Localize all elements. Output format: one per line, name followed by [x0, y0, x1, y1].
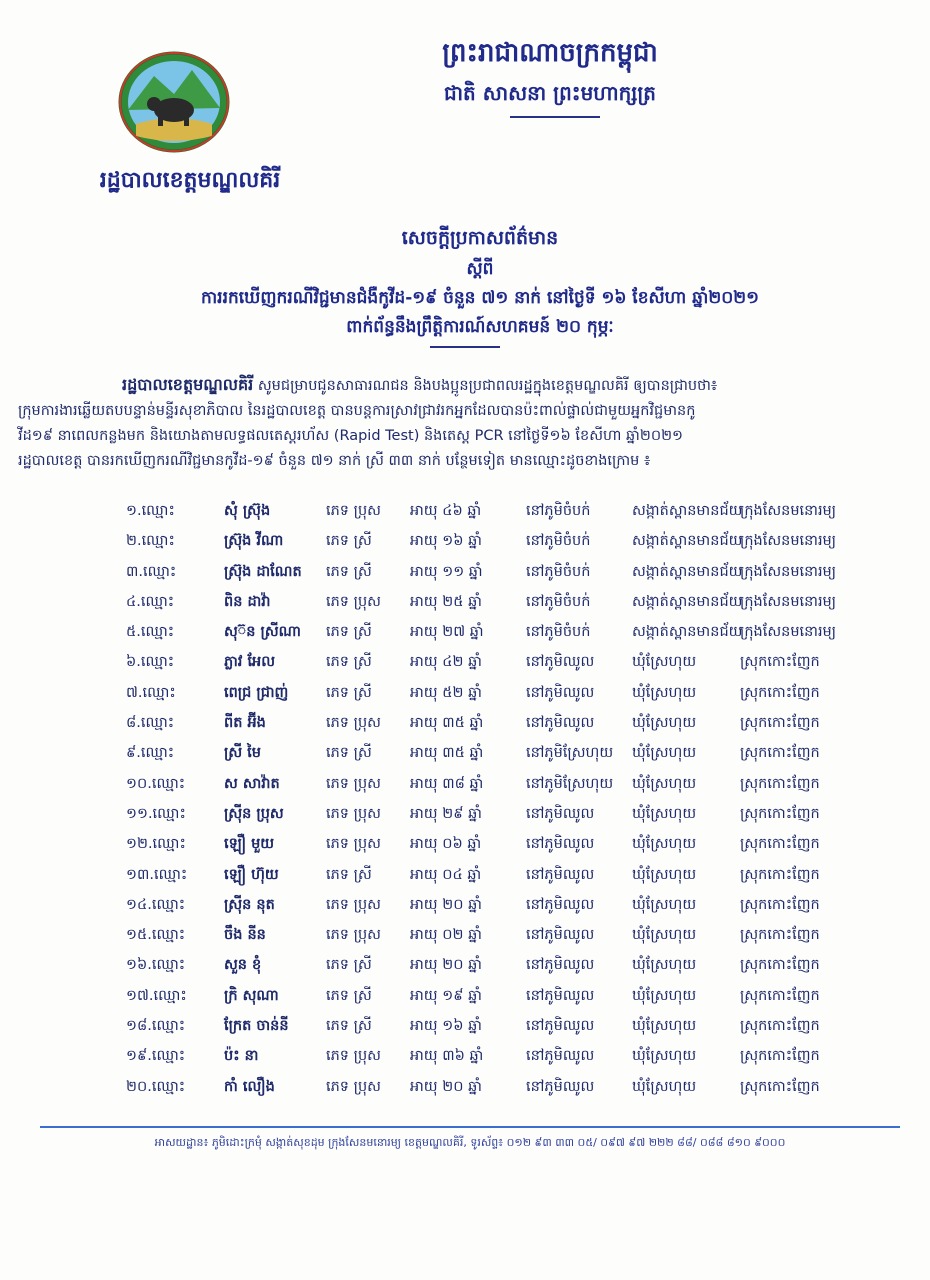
case-index: ១៧.ឈ្មោះ: [126, 987, 187, 1004]
case-village: នៅភូមិចំបក់: [526, 624, 591, 641]
body-line-2: ក្រុមការងារឆ្លើយតបបន្ទាន់មន្ទីរសុខាភិបាល នៃរដ្ឋបាលខេត្ត បានបន្តការស្រាវជ្រាវរកអ្នកដែលបានប៉ះពាល់ផ្ទាល់ជាមួយអ្នកវិជ្ជមានកូ: [18, 403, 696, 419]
case-district: ស្រុកកោះញែក: [740, 896, 820, 913]
case-district: ស្រុកកោះញែក: [740, 715, 820, 732]
case-sex: ភេទ ស្រី: [326, 563, 372, 580]
case-index: ១៨.ឈ្មោះ: [126, 1018, 186, 1035]
case-name: សុំ ស្រ៊ុង: [224, 503, 271, 519]
case-name: សុ៊ន ស្រីណា: [224, 624, 301, 641]
case-village: នៅភូមិឈូល: [526, 957, 595, 974]
case-age: អាយុ ១៦ ឆ្នាំ: [410, 1018, 482, 1035]
case-village: នៅភូមិចំបក់: [526, 593, 591, 610]
case-age: អាយុ ៤២ ឆ្នាំ: [410, 654, 482, 671]
case-age: អាយុ ៣៨ ឆ្នាំ: [410, 775, 484, 792]
case-district: ស្រុកកោះញែក: [740, 684, 820, 701]
case-village: នៅភូមិស្រែហុយ: [526, 745, 614, 762]
case-commune: ឃុំស្រែហុយ: [632, 745, 697, 762]
table-row: [126, 740, 906, 770]
case-commune: ឃុំស្រែហុយ: [632, 987, 697, 1004]
case-sex: ភេទ ប្រុស: [326, 715, 381, 732]
kingdom-title: ព្រះរាជាណាចក្រកម្ពុជា: [442, 38, 658, 68]
case-district: ស្រុកកោះញែក: [740, 745, 820, 762]
case-index: ១២.ឈ្មោះ: [126, 836, 186, 853]
case-village: នៅភូមិឈូល: [526, 866, 595, 883]
national-motto: ជាតិ សាសនា ព្រះមហាក្សត្រ: [444, 81, 656, 105]
case-name: ស្រ៊ុង វីណា: [224, 533, 284, 550]
case-commune: សង្កាត់ស្ពានមានជ័យ: [632, 563, 743, 580]
case-sex: ភេទ ប្រុស: [326, 836, 381, 853]
case-index: ១៦.ឈ្មោះ: [126, 957, 186, 974]
body-lead: រដ្ឋបាលខេត្តមណ្ឌលគិរី: [122, 375, 254, 394]
case-name: ឡឿ មួយ: [224, 836, 275, 853]
case-commune: ឃុំស្រែហុយ: [632, 866, 697, 883]
table-row: [126, 983, 906, 1013]
case-district: ស្រុកកោះញែក: [740, 1018, 820, 1035]
case-district: ក្រុងសែនមនោរម្យ: [740, 593, 837, 610]
case-name: ភ្លាវ អែល: [224, 654, 276, 671]
case-age: អាយុ ៣៥ ឆ្នាំ: [410, 715, 484, 732]
case-sex: ភេទ ស្រី: [326, 1018, 372, 1035]
case-commune: ឃុំស្រែហុយ: [632, 957, 697, 974]
case-sex: ភេទ ស្រី: [326, 957, 372, 974]
case-age: អាយុ ៣៥ ឆ្នាំ: [410, 745, 484, 762]
case-name: ក្រែត ចាន់នី: [224, 1018, 289, 1035]
body-line-3: វីដ១៩ នាពេលកន្លងមក និងយោងតាមលទ្ធផលតេស្តរហ័ស (Rapid Test) និងតេស្ត PCR នៅថ្ងៃទី១៦ ខែសីហា ឆ្នាំ២០២១: [18, 428, 684, 444]
case-village: នៅភូមិឈូល: [526, 896, 595, 913]
case-index: ៦.ឈ្មោះ: [126, 654, 175, 671]
table-row: [126, 649, 906, 679]
case-age: អាយុ ១៦ ឆ្នាំ: [410, 533, 482, 550]
footer-address: អាសយដ្ឋាន៖ ភូមិដោះក្រមុំ សង្កាត់សុខដុម ក្រុងសែនមនោរម្យ ខេត្តមណ្ឌលគិរី, ទូរស័ព្ទ៖ ០១២ ៩៣ ៣៣ ០៥/ ០៩៧ ៩៧ ២២២ ៨៨/ ០៨៨ ៨១០ ៩០០០: [154, 1136, 786, 1149]
case-age: អាយុ ៥២ ឆ្នាំ: [410, 684, 482, 701]
case-sex: ភេទ ស្រី: [326, 684, 372, 701]
case-age: អាយុ ២៥ ឆ្នាំ: [410, 593, 482, 610]
case-age: អាយុ ២៧ ឆ្នាំ: [410, 624, 484, 641]
table-row: [126, 952, 906, 982]
case-name: ស សាវ៉ាត: [224, 775, 280, 792]
table-row: [126, 922, 906, 952]
case-index: ១៣.ឈ្មោះ: [126, 866, 188, 883]
case-sex: ភេទ ស្រី: [326, 745, 372, 762]
case-index: ១១.ឈ្មោះ: [126, 805, 186, 822]
table-row: [126, 1074, 906, 1104]
case-commune: ឃុំស្រែហុយ: [632, 654, 697, 671]
case-age: អាយុ ១៩ ឆ្នាំ: [410, 987, 482, 1004]
case-index: ១៩.ឈ្មោះ: [126, 1048, 186, 1065]
case-village: នៅភូមិឈូល: [526, 927, 595, 944]
case-commune: ឃុំស្រែហុយ: [632, 805, 697, 822]
case-index: ២.ឈ្មោះ: [126, 533, 175, 550]
case-commune: ឃុំស្រែហុយ: [632, 896, 697, 913]
case-commune: ឃុំស្រែហុយ: [632, 715, 697, 732]
case-village: នៅភូមិចំបក់: [526, 563, 591, 580]
case-commune: ឃុំស្រែហុយ: [632, 927, 697, 944]
case-sex: ភេទ ប្រុស: [326, 896, 381, 913]
table-row: [126, 619, 906, 649]
case-age: អាយុ ០៤ ឆ្នាំ: [410, 866, 482, 883]
case-sex: ភេទ ប្រុស: [326, 503, 381, 519]
case-village: នៅភូមិឈូល: [526, 1048, 595, 1065]
table-row: [126, 831, 906, 861]
case-district: ក្រុងសែនមនោរម្យ: [740, 503, 837, 519]
case-age: អាយុ ០២ ឆ្នាំ: [410, 927, 482, 944]
case-index: ១.ឈ្មោះ: [126, 503, 175, 519]
case-age: អាយុ ២០ ឆ្នាំ: [410, 1078, 482, 1095]
case-district: ស្រុកកោះញែក: [740, 1078, 820, 1095]
case-age: អាយុ ៤៦ ឆ្នាំ: [410, 503, 482, 519]
case-name: ស្រ៊ីន ប្រុស: [224, 805, 284, 822]
case-index: ១០.ឈ្មោះ: [126, 775, 186, 792]
case-age: អាយុ ០៦ ឆ្នាំ: [410, 836, 482, 853]
title-line-4: ពាក់ព័ន្ធនឹងព្រឹត្តិការណ៍សហគមន៍ ២០ កុម្ភៈ: [346, 317, 614, 337]
case-index: ៩.ឈ្មោះ: [126, 745, 175, 762]
title-line-2: ស្តីពី: [466, 259, 494, 279]
table-row: [126, 801, 906, 831]
table-row: [126, 771, 906, 801]
case-sex: ភេទ ប្រុស: [326, 593, 381, 610]
case-commune: ឃុំស្រែហុយ: [632, 684, 697, 701]
case-index: ៣.ឈ្មោះ: [126, 563, 177, 580]
case-village: នៅភូមិឈូល: [526, 654, 595, 671]
case-district: ក្រុងសែនមនោរម្យ: [740, 563, 837, 580]
table-row: [126, 710, 906, 740]
table-row: [126, 862, 906, 892]
case-age: អាយុ ២០ ឆ្នាំ: [410, 896, 482, 913]
case-commune: ឃុំស្រែហុយ: [632, 836, 697, 853]
case-district: ស្រុកកោះញែក: [740, 957, 820, 974]
table-row: [126, 589, 906, 619]
title-line-3: ការរកឃើញករណីវិជ្ជមានជំងឺកូវីដ-១៩ ចំនួន ៧១ នាក់ នៅថ្ងៃទី ១៦ ខែសីហា ឆ្នាំ២០២១: [201, 288, 759, 308]
case-index: ៤.ឈ្មោះ: [126, 593, 175, 610]
case-sex: ភេទ ប្រុស: [326, 927, 381, 944]
case-district: ក្រុងសែនមនោរម្យ: [740, 533, 837, 550]
case-commune: ឃុំស្រែហុយ: [632, 1048, 697, 1065]
case-sex: ភេទ ប្រុស: [326, 1048, 381, 1065]
table-row: [126, 528, 906, 558]
table-row: [126, 498, 906, 528]
case-name: ស្រី មៃ: [224, 745, 261, 762]
case-name: ស្រ៊ីន នុត: [224, 896, 275, 913]
case-sex: ភេទ ប្រុស: [326, 1078, 381, 1095]
case-district: ស្រុកកោះញែក: [740, 654, 820, 671]
table-row: [126, 559, 906, 589]
case-district: ស្រុកកោះញែក: [740, 927, 820, 944]
case-name: ចឹង នីន: [224, 927, 266, 944]
case-name: ពីត អ៊ីង: [224, 715, 266, 732]
case-village: នៅភូមិឈូល: [526, 684, 595, 701]
case-district: ស្រុកកោះញែក: [740, 775, 820, 792]
case-commune: សង្កាត់ស្ពានមានជ័យ: [632, 624, 743, 641]
case-name: ប៉ះ នា: [224, 1048, 259, 1065]
title-line-1: សេចក្តីប្រកាសព័ត៌មាន: [401, 227, 559, 249]
case-district: ស្រុកកោះញែក: [740, 1048, 820, 1065]
case-index: ៧.ឈ្មោះ: [126, 684, 176, 701]
case-index: ១៤.ឈ្មោះ: [126, 896, 186, 913]
body-line-1: រដ្ឋបាលខេត្តមណ្ឌលគិរី សូមជម្រាបជូនសាធារណជន និងបងប្អូនប្រជាពលរដ្ឋក្នុងខេត្តមណ្ឌលគិរី ឲ្យបានជ្រាបថា៖: [122, 375, 718, 394]
case-district: ស្រុកកោះញែក: [740, 805, 820, 822]
table-row: [126, 892, 906, 922]
case-age: អាយុ ២០ ឆ្នាំ: [410, 957, 482, 974]
case-index: ២០.ឈ្មោះ: [126, 1078, 186, 1095]
case-commune: សង្កាត់ស្ពានមានជ័យ: [632, 593, 743, 610]
case-age: អាយុ ៣៦ ឆ្នាំ: [410, 1048, 484, 1065]
case-village: នៅភូមិឈូល: [526, 1018, 595, 1035]
case-village: នៅភូមិឈូល: [526, 987, 595, 1004]
case-village: នៅភូមិឈូល: [526, 805, 595, 822]
case-sex: ភេទ ស្រី: [326, 987, 372, 1004]
case-village: នៅភូមិឈូល: [526, 715, 595, 732]
case-district: ក្រុងសែនមនោរម្យ: [740, 624, 837, 641]
case-sex: ភេទ ស្រី: [326, 533, 372, 550]
body-line-4: រដ្ឋបាលខេត្ត បានរកឃើញករណីវិជ្ជមានកូវីដ-១៩ ចំនួន ៧១ នាក់ ស្រី ៣៣ នាក់ បន្ថែមទៀត មានឈ្មោះដូចខាងក្រោម ៖: [18, 453, 651, 469]
case-district: ស្រុកកោះញែក: [740, 836, 820, 853]
case-list: [126, 498, 906, 1104]
case-sex: ភេទ ស្រី: [326, 866, 372, 883]
case-sex: ភេទ ប្រុស: [326, 775, 381, 792]
case-village: នៅភូមិចំបក់: [526, 503, 591, 519]
case-name: ក្រិ សុណា: [224, 987, 279, 1004]
motto-divider: [510, 116, 600, 120]
case-name: ឡឿ ហ៊ុយ: [224, 866, 279, 883]
case-sex: ភេទ ស្រី: [326, 624, 372, 641]
case-name: ពេជ្រ ជ្រាញ់: [224, 684, 289, 701]
case-index: ៥.ឈ្មោះ: [126, 624, 175, 641]
case-sex: ភេទ ស្រី: [326, 654, 372, 671]
case-commune: ឃុំស្រែហុយ: [632, 1078, 697, 1095]
case-village: នៅភូមិស្រែហុយ: [526, 775, 614, 792]
case-name: ពិន ដាវ៉ា: [224, 593, 271, 610]
table-row: [126, 680, 906, 710]
case-commune: សង្កាត់ស្ពានមានជ័យ: [632, 503, 743, 519]
case-age: អាយុ ២៩ ឆ្នាំ: [410, 805, 482, 822]
case-commune: សង្កាត់ស្ពានមានជ័យ: [632, 533, 743, 550]
case-commune: ឃុំស្រែហុយ: [632, 1018, 697, 1035]
case-village: នៅភូមិចំបក់: [526, 533, 591, 550]
case-village: នៅភូមិឈូល: [526, 836, 595, 853]
table-row: [126, 1013, 906, 1043]
case-village: នៅភូមិឈូល: [526, 1078, 595, 1095]
case-sex: ភេទ ប្រុស: [326, 805, 381, 822]
provincial-seal-emblem-icon: [116, 50, 232, 154]
case-index: ៨.ឈ្មោះ: [126, 715, 175, 732]
footer-divider: [40, 1126, 900, 1128]
table-row: [126, 1043, 906, 1073]
case-district: ស្រុកកោះញែក: [740, 866, 820, 883]
case-name: កាំ លឿង: [224, 1078, 275, 1095]
case-index: ១៥.ឈ្មោះ: [126, 927, 186, 944]
announcement-body: [18, 372, 912, 474]
case-age: អាយុ ១១ ឆ្នាំ: [410, 563, 483, 580]
case-commune: ឃុំស្រែហុយ: [632, 775, 697, 792]
case-name: សួន ខុំ: [224, 957, 262, 974]
office-name: រដ្ឋបាលខេត្តមណ្ឌលគិរី: [99, 168, 281, 193]
case-name: ស្រ៊ុង ដាណែត: [224, 563, 302, 580]
announcement-title: [60, 226, 900, 341]
case-district: ស្រុកកោះញែក: [740, 987, 820, 1004]
title-divider: [430, 346, 500, 348]
